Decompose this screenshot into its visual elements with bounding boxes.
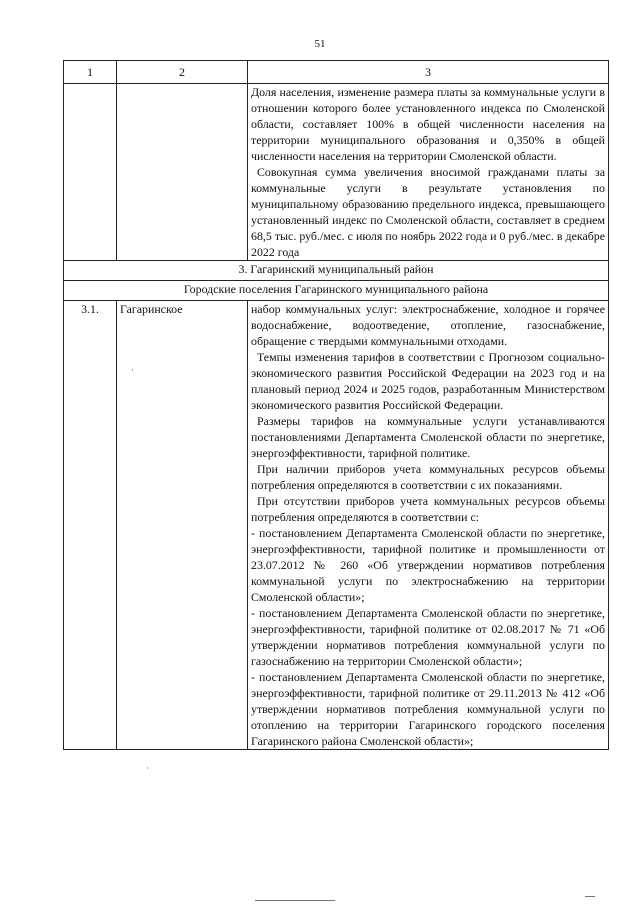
entry-paragraph: При отсутствии приборов учета коммунальных ресурсов объемы потребления определяются в соответствии с:: [251, 494, 605, 524]
entry-row: [64, 301, 609, 750]
subsection-title: Городские поселения Гагаринского муниципального района: [64, 281, 609, 301]
header-row: [64, 61, 609, 84]
scan-speck: ·: [146, 763, 149, 773]
entry-name: Гагаринское: [117, 301, 248, 750]
entry-text-cell: [248, 301, 609, 750]
continuation-name-cell: [117, 84, 248, 261]
subsection-row: [64, 281, 609, 301]
entry-number: 3.1.: [64, 301, 117, 750]
entry-paragraph: - постановлением Департамента Смоленской области по энергетике, энергоэффективности, тарифной политике и промышленности от 23.07.2012 № 260 «Об утверждении нормативов потребления коммунальной услуги по электроснабжению на территории Смоленской области»;: [251, 526, 605, 604]
column-header-2: 2: [117, 61, 248, 84]
document-table: [63, 60, 609, 750]
page-number: 51: [314, 38, 326, 50]
continuation-number-cell: [64, 84, 117, 261]
entry-paragraph: Темпы изменения тарифов в соответствии с Прогнозом социально-экономического развития Российской Федерации на 2023 год и на плановый период 2024 и 2025 годов, разработанным Министерством экономического развития Российской Федерации.: [251, 350, 605, 412]
scan-artifact-line: [255, 900, 335, 901]
continuation-text-cell: [248, 84, 609, 261]
entry-paragraph: При наличии приборов учета коммунальных ресурсов объемы потребления определяются в соответствии с их показаниями.: [251, 462, 605, 492]
entry-paragraph: - постановлением Департамента Смоленской области по энергетике, энергоэффективности, тарифной политике от 29.11.2013 № 412 «Об утверждении нормативов потребления коммунальной услуги по отоплению на территории Гагаринского городского поселения Гагаринского района Смоленской области»;: [251, 670, 605, 748]
section-row: [64, 261, 609, 281]
column-header-3: 3: [248, 61, 609, 84]
column-header-1: 1: [64, 61, 117, 84]
continuation-paragraph: Доля населения, изменение размера платы за коммунальные услуги в отношении которого более установленного индекса по Смоленской области, составляет 100% в общей численности населения на территории муниципального образования и 0,350% в общей численности населения на территории Смоленской области.: [251, 85, 605, 163]
entry-paragraph: - постановлением Департамента Смоленской области по энергетике, энергоэффективности, тарифной политике от 02.08.2017 № 71 «Об утверждении нормативов потребления коммунальной услуги по газоснабжению на территории Смоленской области»;: [251, 606, 605, 668]
scan-artifact-line: [585, 896, 595, 897]
section-title: 3. Гагаринский муниципальный район: [64, 261, 609, 281]
entry-paragraph: Размеры тарифов на коммунальные услуги устанавливаются постановлениями Департамента Смоленской области по энергетике, энергоэффективности, тарифной политике.: [251, 414, 605, 460]
continuation-row: [64, 84, 609, 261]
continuation-paragraph: Совокупная сумма увеличения вносимой гражданами платы за коммунальные услуги в результате установления по муниципальному образованию предельного индекса, превышающего установленный индекс по Смоленской области, составляет в среднем 68,5 тыс. руб./мес. с июля по ноябрь 2022 года и 0 руб./мес. в декабре 2022 года: [251, 165, 605, 259]
scan-speck: ·: [131, 365, 134, 375]
entry-paragraph: набор коммунальных услуг: электроснабжение, холодное и горячее водоснабжение, водоотведение, отопление, газоснабжение, обращение с твердыми коммунальными отходами.: [251, 302, 605, 348]
